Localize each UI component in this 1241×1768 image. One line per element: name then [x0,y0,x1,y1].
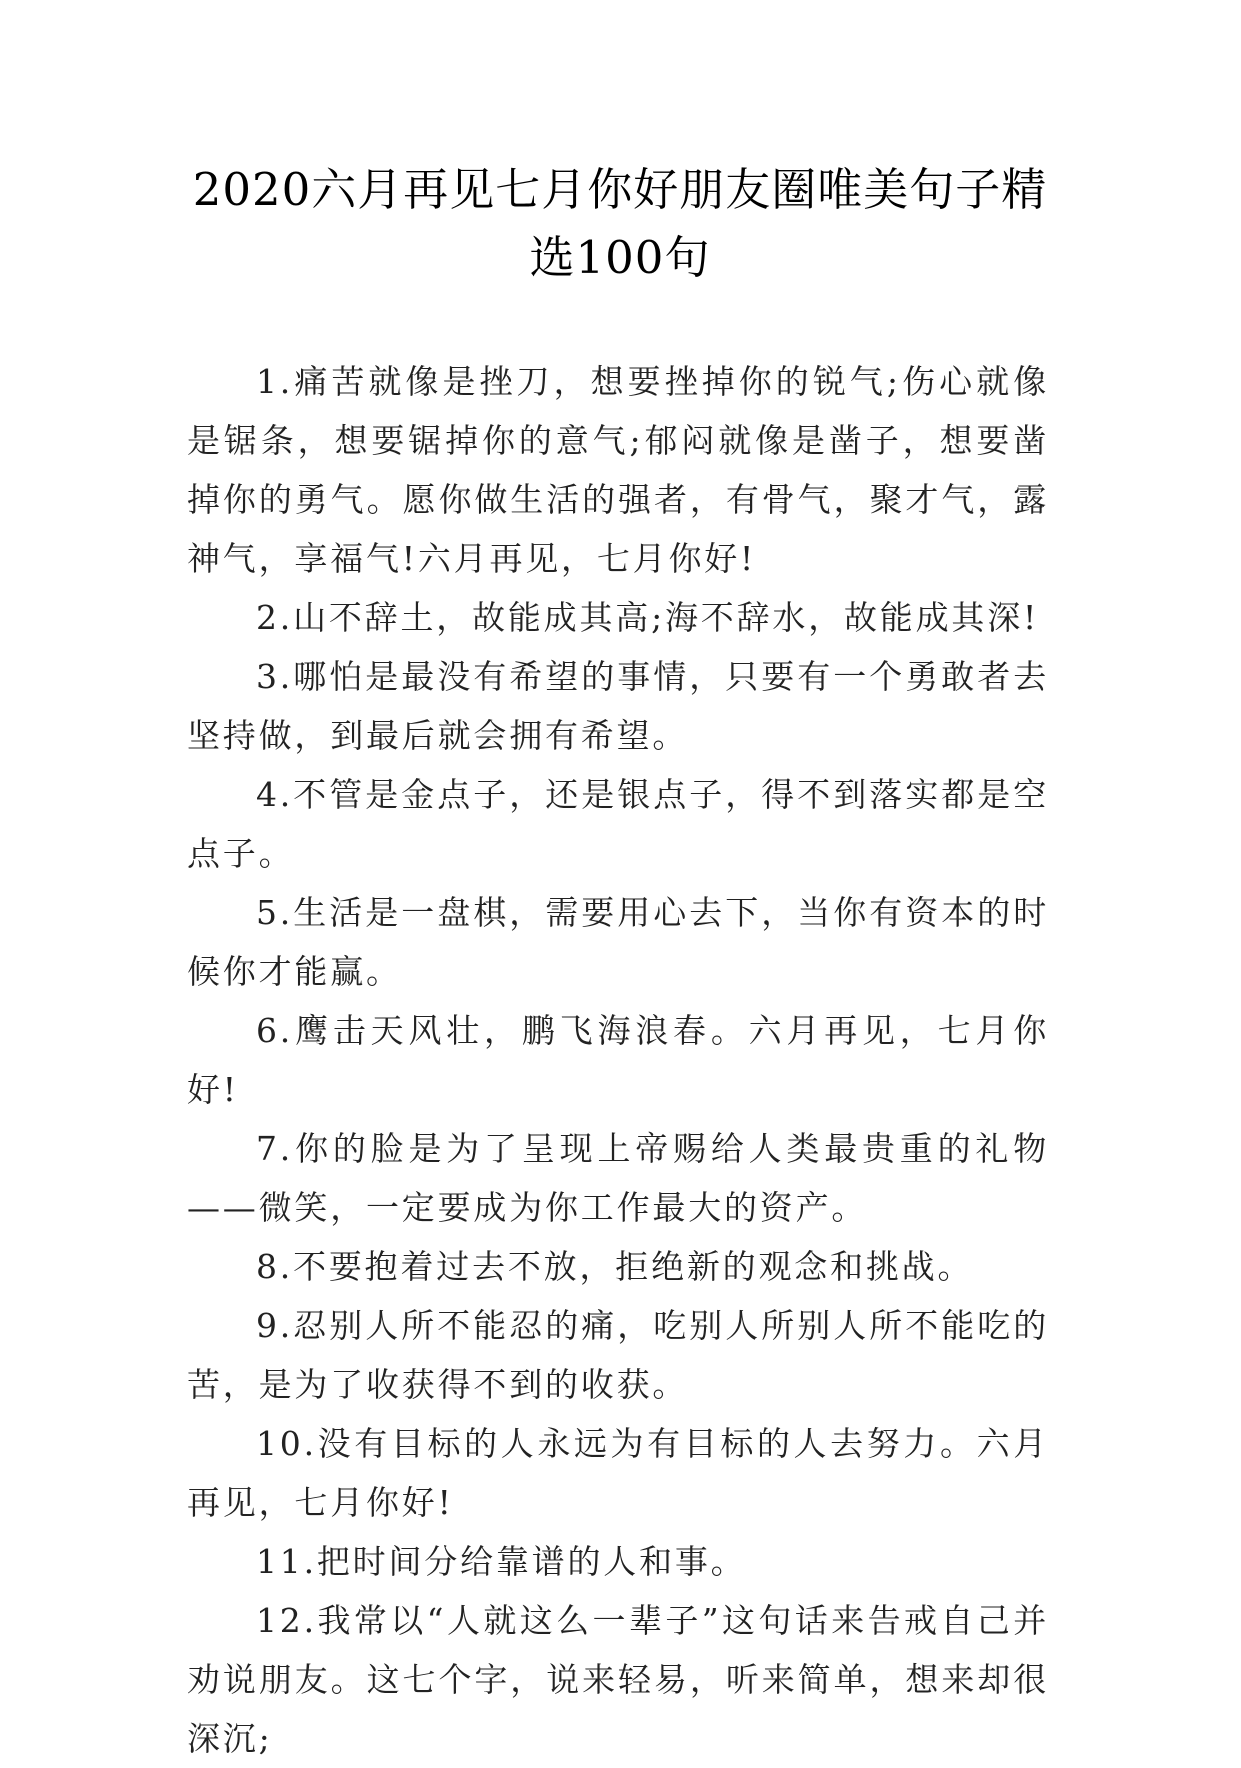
paragraph-12: 12.我常以“人就这么一辈子”这句话来告戒自己并劝说朋友。这七个字，说来轻易，听来简单，想来却很深沉; [187,1601,1049,1758]
paragraph-5: 5.生活是一盘棋，需要用心去下，当你有资本的时候你才能赢。 [187,893,1049,991]
paragraph-4: 4.不管是金点子，还是银点子，得不到落实都是空点子。 [187,775,1049,873]
paragraph-1: 1.痛苦就像是挫刀，想要挫掉你的锐气;伤心就像是锯条，想要锯掉你的意气;郁闷就像是凿子，想要凿掉你的勇气。愿你做生活的强者，有骨气，聚才气，露神气，享福气!六月再见，七月你好! [187,362,1049,578]
paragraph-8: 8.不要抱着过去不放，拒绝新的观念和挑战。 [256,1247,974,1286]
paragraph-10: 10.没有目标的人永远为有目标的人去努力。六月再见，七月你好! [187,1424,1049,1522]
paragraph-6: 6.鹰击天风壮，鹏飞海浪春。六月再见，七月你好! [187,1011,1049,1109]
paragraph-11: 11.把时间分给靠谱的人和事。 [256,1542,747,1581]
paragraph-7: 7.你的脸是为了呈现上帝赐给人类最贵重的礼物——微笑，一定要成为你工作最大的资产。 [187,1129,1049,1227]
paragraph-2: 2.山不辞土，故能成其高;海不辞水，故能成其深! [256,598,1040,637]
title-line-1: 2020六月再见七月你好朋友圈唯美句子精 [192,163,1048,216]
paragraph-3: 3.哪怕是最没有希望的事情，只要有一个勇敢者去坚持做，到最后就会拥有希望。 [187,657,1049,755]
paragraph-9: 9.忍别人所不能忍的痛，吃别人所别人所不能吃的苦，是为了收获得不到的收获。 [187,1306,1049,1404]
document-body [187,352,1049,1768]
document-title [190,156,1050,292]
title-line-2: 选100句 [529,231,711,284]
